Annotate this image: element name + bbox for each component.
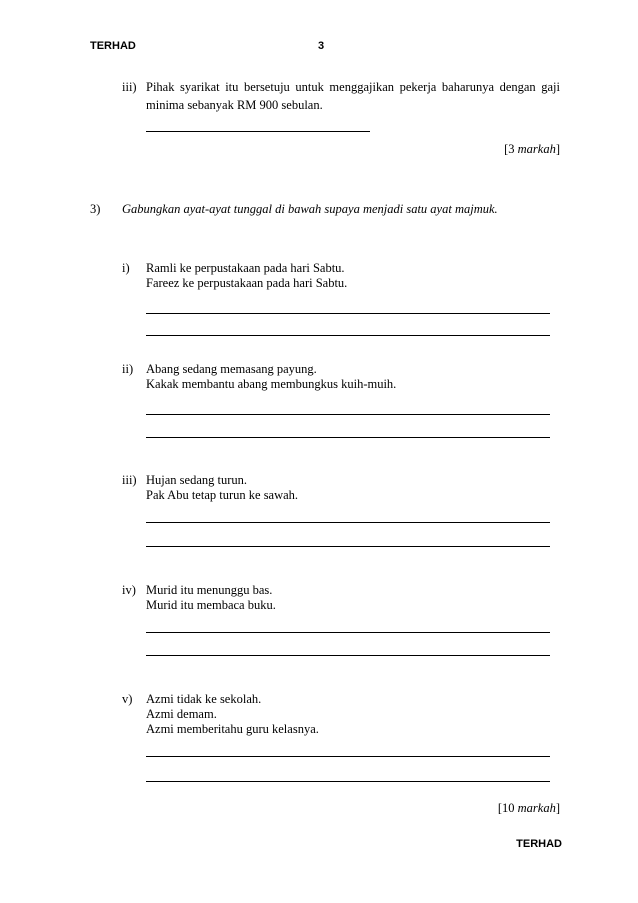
item-sentence: Pak Abu tetap turun ke sawah. [146, 488, 299, 502]
footer-restricted-label: TERHAD [516, 838, 562, 850]
item-sentence: Kakak membantu abang membungkus kuih-muih. [146, 377, 397, 391]
answer-line[interactable] [146, 655, 550, 656]
answer-line[interactable] [146, 781, 550, 782]
answer-line[interactable] [146, 632, 550, 633]
item-number: iv) [122, 583, 136, 597]
question-2-iii-line-2: minima sebanyak RM 900 sebulan. [146, 98, 323, 112]
answer-line[interactable] [146, 546, 550, 547]
question-3-instruction: Gabungkan ayat-ayat tunggal di bawah supaya menjadi satu ayat majmuk. [122, 202, 498, 216]
item-sentence: Hujan sedang turun. [146, 473, 248, 487]
question-3-marks: [10 markah] [497, 801, 560, 815]
question-2-iii-number: iii) [122, 80, 137, 94]
item-sentence: Ramli ke perpustakaan pada hari Sabtu. [146, 261, 345, 275]
header-restricted-label: TERHAD [90, 40, 136, 52]
item-number: i) [122, 261, 130, 275]
item-sentence: Fareez ke perpustakaan pada hari Sabtu. [146, 276, 348, 290]
answer-line[interactable] [146, 335, 550, 336]
item-number: ii) [122, 362, 134, 376]
item-sentence: Abang sedang memasang payung. [146, 362, 317, 376]
answer-line[interactable] [146, 313, 550, 314]
item-sentence: Azmi tidak ke sekolah. [146, 692, 262, 706]
item-number: v) [122, 692, 133, 706]
question-3-number: 3) [90, 202, 101, 216]
item-sentence: Murid itu membaca buku. [146, 598, 276, 612]
item-number: iii) [122, 473, 137, 487]
item-sentence: Azmi demam. [146, 707, 217, 721]
answer-line[interactable] [146, 756, 550, 757]
answer-line[interactable] [146, 522, 550, 523]
item-sentence: Azmi memberitahu guru kelasnya. [146, 722, 319, 736]
question-2-iii-line-1: Pihak syarikat itu bersetuju untuk menggajikan pekerja baharunya dengan gaji [146, 80, 560, 94]
question-2-marks: [3 markah] [504, 142, 560, 156]
item-sentence: Murid itu menunggu bas. [146, 583, 273, 597]
page-number: 3 [318, 40, 325, 52]
answer-line[interactable] [146, 131, 370, 132]
answer-line[interactable] [146, 414, 550, 415]
answer-line[interactable] [146, 437, 550, 438]
